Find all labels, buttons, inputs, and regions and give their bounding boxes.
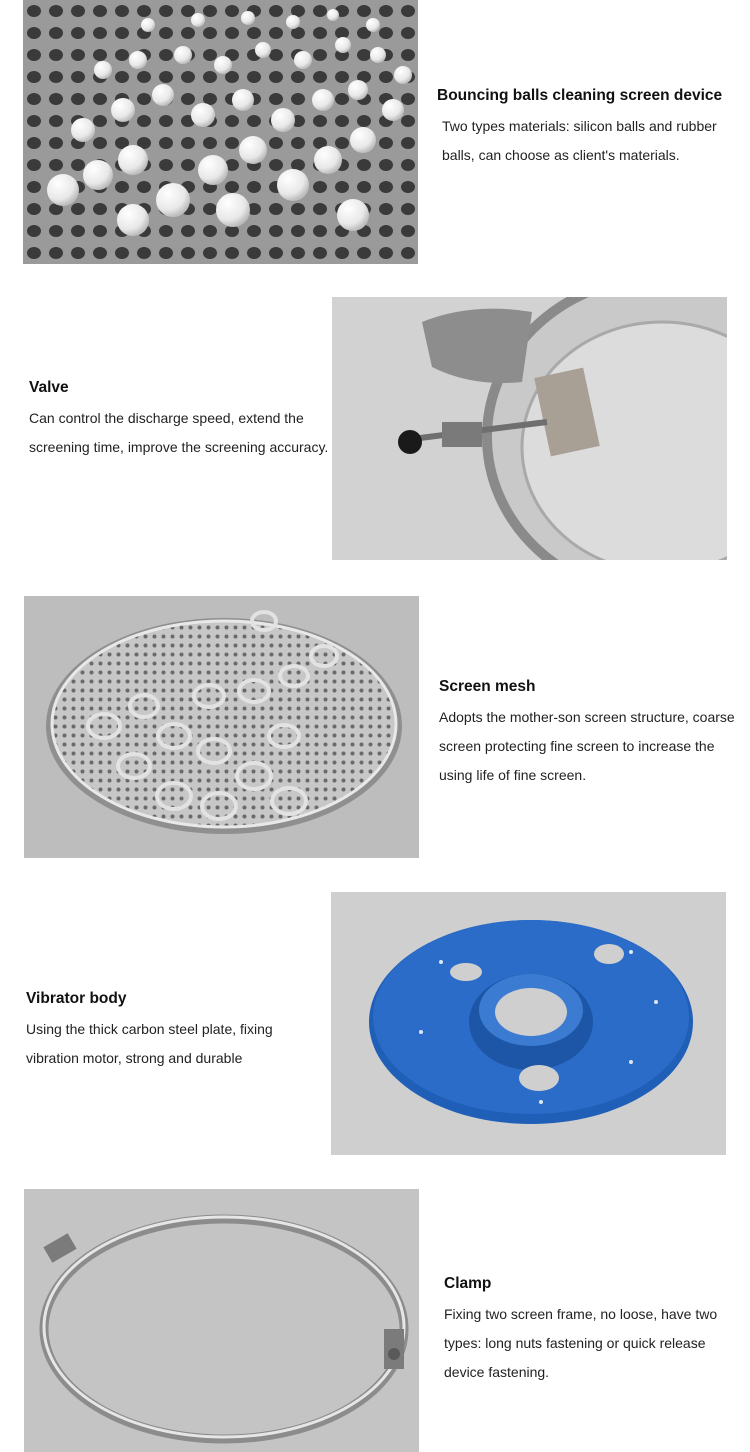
feature-description: Two types materials: silicon balls and rubber balls, can choose as client's materials. bbox=[442, 118, 717, 163]
clamp-photo bbox=[24, 1189, 419, 1452]
feature-title: Vibrator body bbox=[26, 990, 127, 1007]
section-bouncing-balls bbox=[437, 86, 747, 170]
feature-title: Screen mesh bbox=[439, 678, 536, 695]
vibrator-body-photo bbox=[331, 892, 726, 1155]
section-clamp bbox=[444, 1274, 744, 1387]
feature-description: Fixing two screen frame, no loose, have two types: long nuts fastening or quick release device fastening. bbox=[444, 1306, 718, 1380]
feature-title: Bouncing balls cleaning screen device bbox=[437, 87, 723, 104]
section-valve bbox=[29, 378, 329, 462]
section-vibrator-body bbox=[26, 989, 326, 1073]
feature-description: Can control the discharge speed, extend the screening time, improve the screening accuracy. bbox=[29, 410, 329, 455]
screen-mesh-photo bbox=[24, 596, 419, 858]
feature-description: Using the thick carbon steel plate, fixing vibration motor, strong and durable bbox=[26, 1021, 273, 1066]
feature-description: Adopts the mother-son screen structure, coarse screen protecting fine screen to increase the using life of fine screen. bbox=[439, 709, 735, 783]
feature-title: Valve bbox=[29, 379, 69, 396]
feature-title: Clamp bbox=[444, 1275, 492, 1292]
section-screen-mesh bbox=[439, 677, 739, 790]
bouncing-balls-photo bbox=[23, 0, 418, 264]
valve-photo bbox=[332, 297, 727, 560]
